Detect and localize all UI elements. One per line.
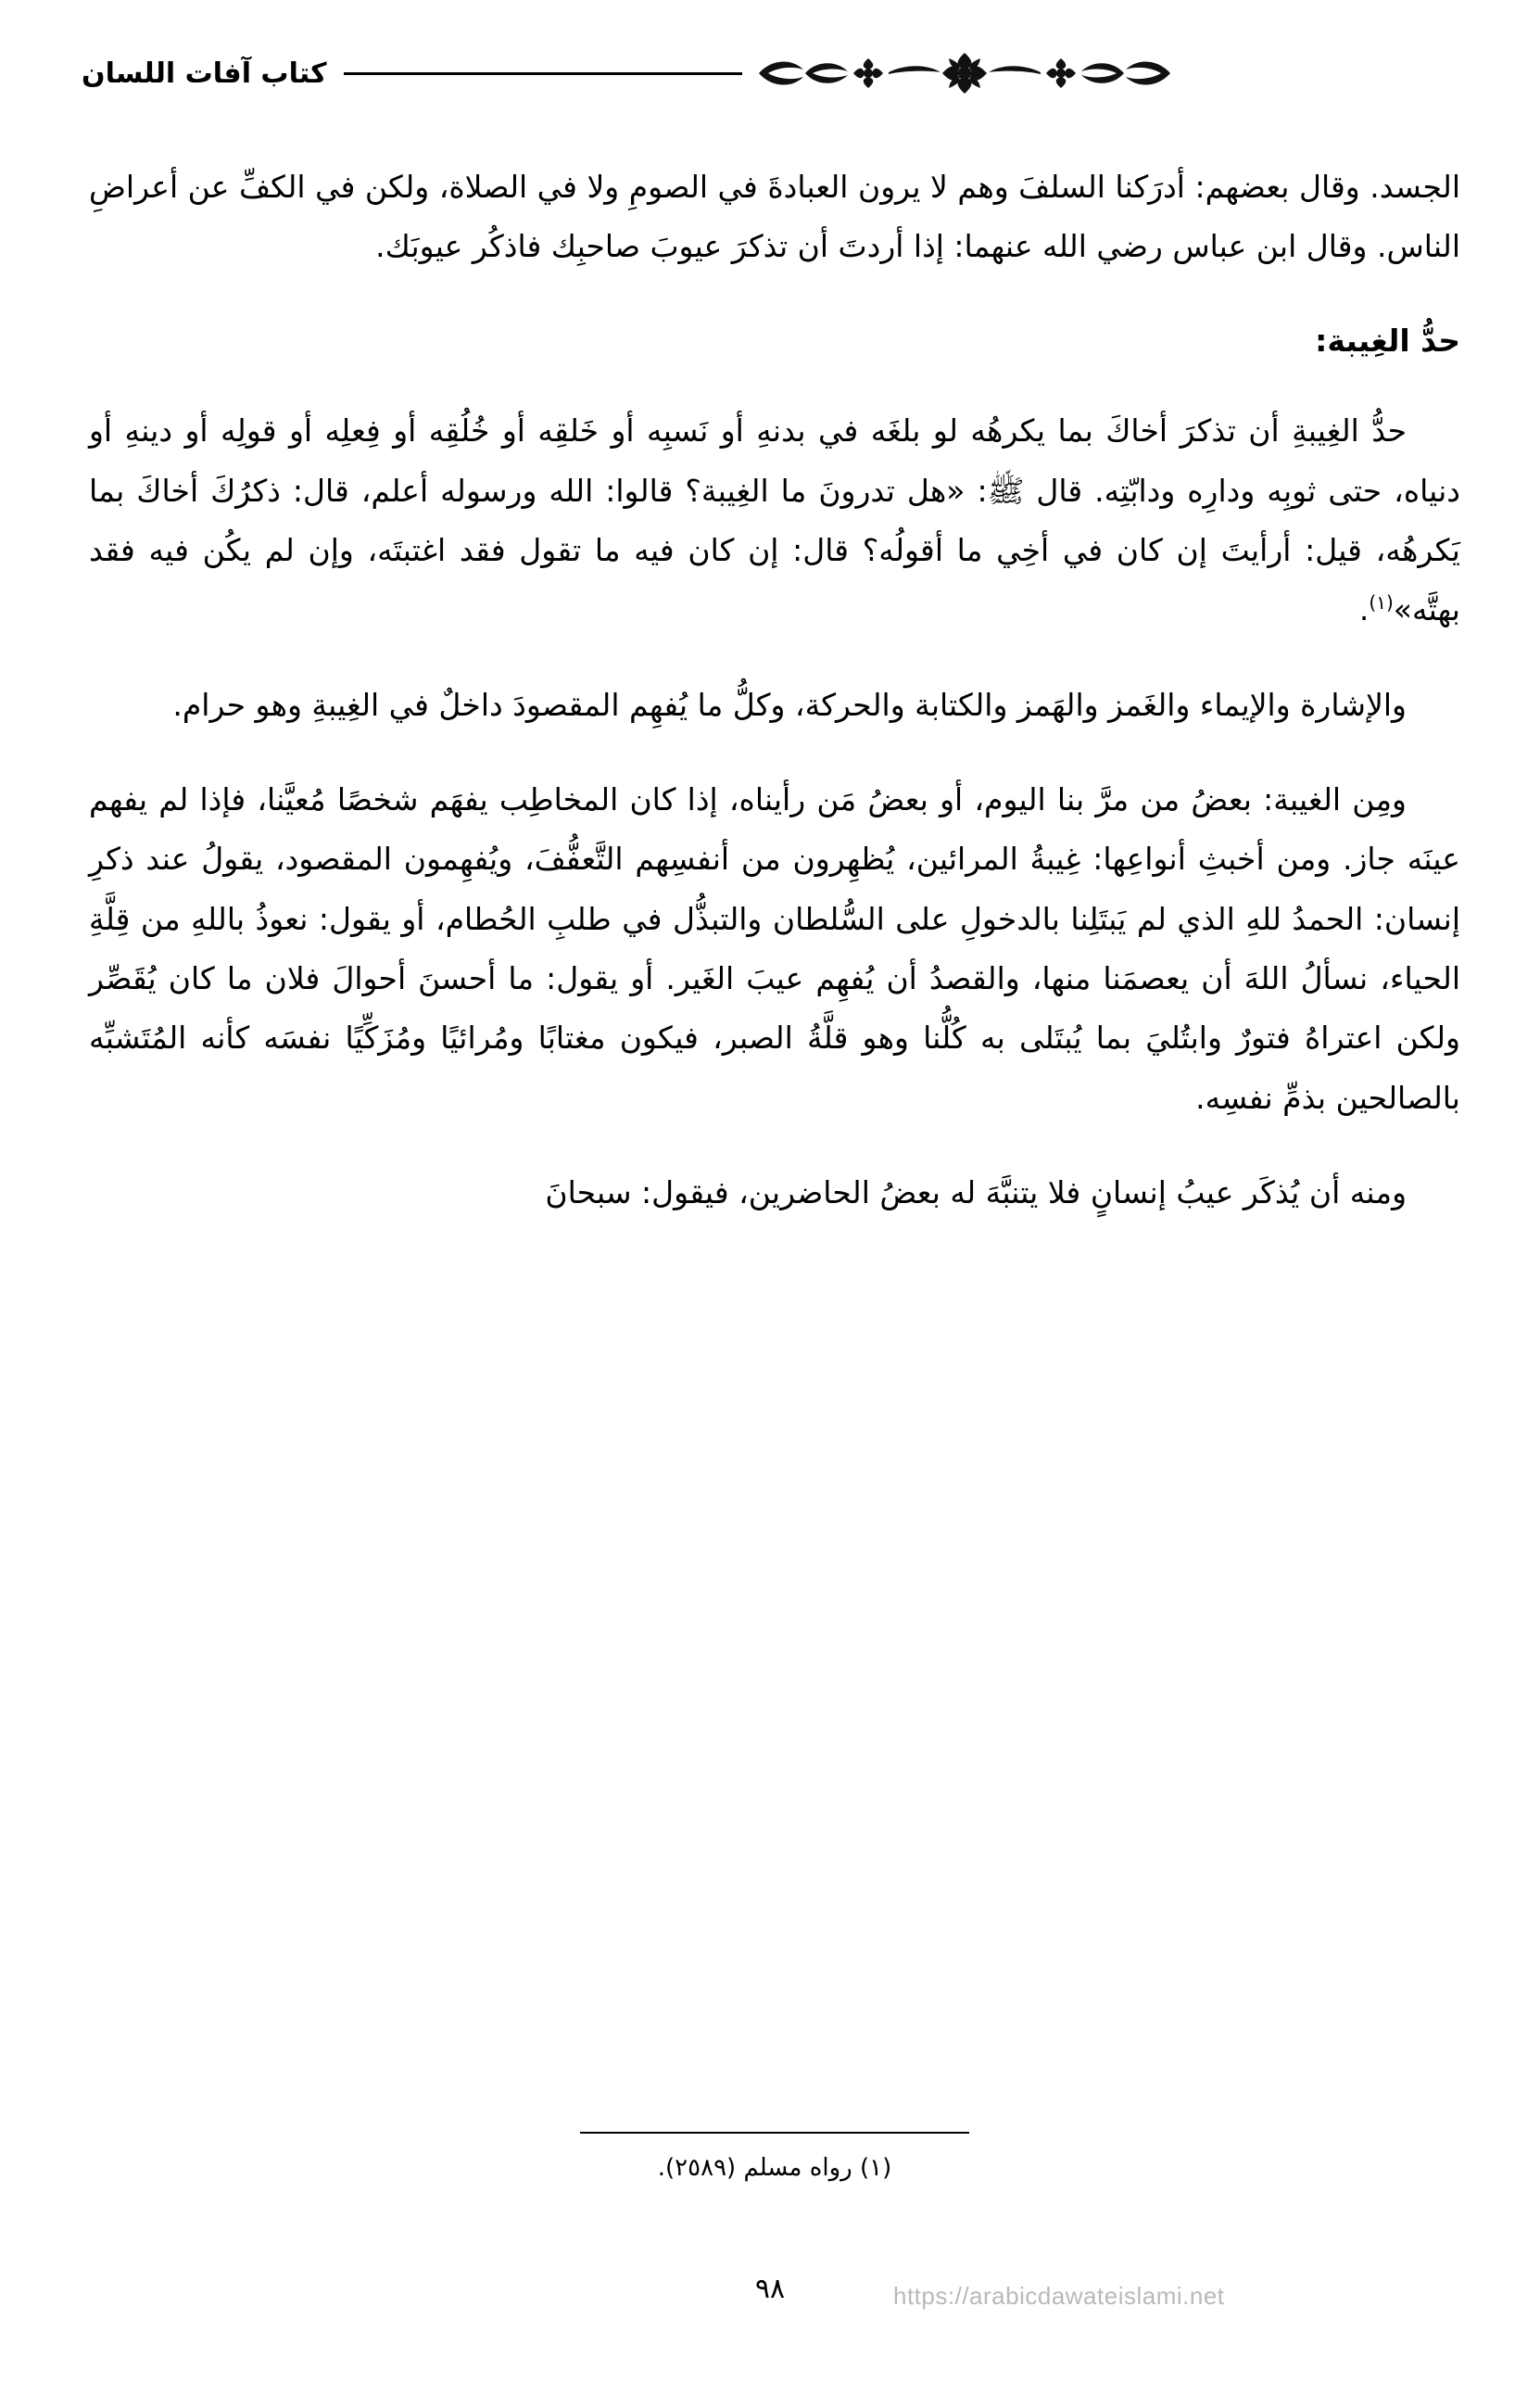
footnote-area <box>89 2132 1460 2190</box>
book-title: كتاب آفات اللسان <box>82 57 327 90</box>
paragraph-1: الجسد. وقال بعضهم: أدرَكنا السلفَ وهم لا يرون العبادةَ في الصومِ ولا في الصلاة، ولكن في الكفِّ عن أعراضِ الناس. وقال ابن عباس رضي الله عنهما: إذا أردتَ أن تذكرَ عيوبَ صاحبِك فاذكُر عيوبَك. <box>89 169 1460 265</box>
section-heading: حدُّ الغِيبة: <box>1315 322 1460 359</box>
footnote-marker: (١) <box>1369 591 1394 615</box>
paragraph-2 <box>89 401 1460 640</box>
paragraph-2-tail: . <box>1358 591 1370 628</box>
footnote-text: (١) رواه مسلم (٢٥٨٩). <box>657 2154 892 2182</box>
footnote-separator <box>580 2132 969 2134</box>
page-content <box>89 158 1460 1259</box>
page-number: ٩٨ <box>754 2273 786 2305</box>
floral-divider-ornament <box>751 47 1178 99</box>
watermark-url: https://arabicdawateislami.net <box>893 2282 1225 2310</box>
paragraph-2-text: حدُّ الغِيبةِ أن تذكرَ أخاكَ بما يكرهُه لو بلغَه في بدنهِ أو نَسبِه أو خَلقِه أو خُلُقِه أو فِعلِه أو قولِه أو دينهِ أو دنياه، حتى ثوبِه ودارِه ودابّتِه. قال ﷺ: «هل تدرونَ ما الغِيبة؟ قالوا: الله ورسوله أعلم، قال: ذكرُكَ أخاكَ بما يَكرهُه، قيل: أرأيتَ إن كان في أخِي ما أقولُه؟ قال: إن كان فيه ما تقول فقد اغتبتَه، وإن لم يكُن فيه فقد بهتَّه» <box>89 412 1460 628</box>
page-header <box>65 41 1475 106</box>
header-rule <box>344 72 742 75</box>
paragraph-4: ومِن الغيبة: بعضُ من مرَّ بنا اليوم، أو بعضُ مَن رأيناه، إذا كان المخاطِب يفهَم شخصًا مُعيَّنا، فإذا لم يفهم عينَه جاز. ومن أخبثِ أنواعِها: غِيبةُ المرائين، يُظهِرون من أنفسِهم التَّعفُّفَ، ويُفهِمون المقصود، يقولُ عند ذكرِ إنسان: الحمدُ للهِ الذي لم يَبتَلِنا بالدخولِ على السُّلطان والتبذُّل في طلبِ الحُطام، أو يقول: نعوذُ باللهِ من قِلَّةِ الحياء، نسألُ اللهَ أن يعصمَنا منها، والقصدُ أن يُفهِم عيبَ الغَير. أو يقول: ما أحسنَ أحوالَ فلان ما كان يُقَصِّر ولكن اعتراهُ فتورٌ وابتُليَ بما يُبتَلى به كُلُّنا وهو قلَّةُ الصبر، فيكون مغتابًا ومُرائيًا ومُزَكِّيًا نفسَه كأنه المُتَشبِّه بالصالحين بذمِّ نفسِه. <box>89 781 1460 1116</box>
paragraph-5: ومنه أن يُذكَر عيبُ إنسانٍ فلا يتنبَّهَ له بعضُ الحاضرين، فيقول: سبحانَ <box>545 1174 1407 1211</box>
paragraph-3: والإشارة والإيماء والغَمز والهَمز والكتابة والحركة، وكلُّ ما يُفهِم المقصودَ داخلٌ في الغِيبةِ وهو حرام. <box>172 686 1407 723</box>
